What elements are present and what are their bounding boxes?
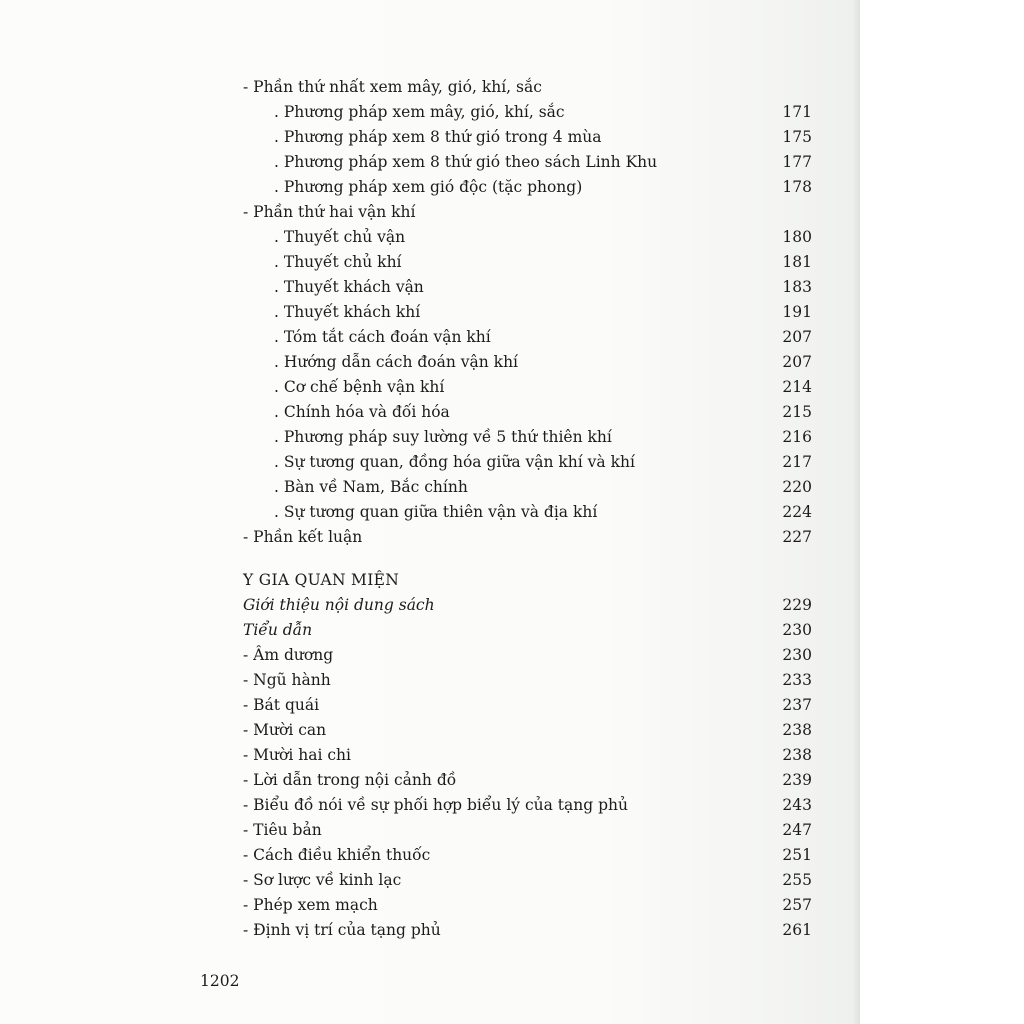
toc-row [0,300,860,325]
toc-entry-text: . Chính hóa và đối hóa [274,403,450,421]
toc-entry-text: . Phương pháp xem 8 thứ gió theo sách Linh Khu [274,153,658,171]
toc-page-number: 238 [782,746,812,764]
toc-entry-text: - Phần kết luận [243,528,363,546]
toc-row [0,225,860,250]
toc-row [0,618,860,643]
toc-page-number: 229 [782,596,812,614]
toc-entry-text: - Âm dương [243,646,334,664]
toc-page-number: 255 [782,871,812,889]
toc-entry-text: . Phương pháp xem mây, gió, khí, sắc [274,103,565,121]
page-number: 1202 [200,972,240,990]
toc-row [0,375,860,400]
toc-page-number: 230 [782,646,812,664]
toc-row [0,350,860,375]
toc-row [0,593,860,618]
toc-entry-text: - Phần thứ nhất xem mây, gió, khí, sắc [243,78,542,96]
toc-page-number: 247 [782,821,812,839]
toc-row [0,525,860,550]
toc-row [0,868,860,893]
toc-entry-text: . Phương pháp xem gió độc (tặc phong) [274,178,583,196]
toc-row [0,843,860,868]
toc-entry-text: . Thuyết khách khí [274,303,421,321]
toc-entry-text: . Hướng dẫn cách đoán vận khí [274,353,519,371]
toc-row [0,500,860,525]
toc-entry-text: - Cách điều khiển thuốc [243,846,431,864]
toc-page-number: 217 [782,453,812,471]
toc-page-number: 230 [782,621,812,639]
toc-entry-text: . Sự tương quan, đồng hóa giữa vận khí và khí [274,453,635,471]
toc-row [0,643,860,668]
toc-row [0,918,860,943]
toc-entry-text: . Phương pháp suy lường về 5 thứ thiên khí [274,428,612,446]
toc-row [0,793,860,818]
toc-entry-text: . Tóm tắt cách đoán vận khí [274,328,491,346]
toc-entry-text: . Sự tương quan giữa thiên vận và địa khí [274,503,598,521]
toc-row [0,450,860,475]
toc-page-number: 180 [782,228,812,246]
toc-page-number: 215 [782,403,812,421]
toc-entry-text: . Cơ chế bệnh vận khí [274,378,445,396]
toc-page-number: 224 [782,503,812,521]
table-of-contents [0,75,860,943]
toc-row [0,475,860,500]
toc-row [0,275,860,300]
toc-entry-text: - Tiêu bản [243,821,322,839]
toc-page-number: 261 [782,921,812,939]
toc-entry-text: - Ngũ hành [243,671,331,689]
toc-entry-text: - Mười hai chi [243,746,351,764]
toc-page-number: 233 [782,671,812,689]
toc-page-number: 251 [782,846,812,864]
toc-page-number: 183 [782,278,812,296]
toc-row [0,768,860,793]
toc-page-number: 181 [782,253,812,271]
toc-entry-text: . Phương pháp xem 8 thứ gió trong 4 mùa [274,128,602,146]
toc-entry-text: - Phần thứ hai vận khí [243,203,416,221]
toc-row [0,425,860,450]
toc-row [0,125,860,150]
toc-page-number: 177 [782,153,812,171]
toc-entry-text: . Bàn về Nam, Bắc chính [274,478,468,496]
toc-page-number: 216 [782,428,812,446]
toc-row [0,250,860,275]
toc-page-number: 227 [782,528,812,546]
toc-page-number: 220 [782,478,812,496]
toc-row [0,175,860,200]
toc-row [0,200,860,225]
toc-row [0,400,860,425]
toc-row [0,75,860,100]
toc-row [0,325,860,350]
toc-row [0,693,860,718]
toc-entry-text: . Thuyết chủ khí [274,253,402,271]
toc-entry-text: - Định vị trí của tạng phủ [243,921,441,939]
toc-entry-text: - Lời dẫn trong nội cảnh đồ [243,771,457,789]
toc-row [0,818,860,843]
toc-page-number: 175 [782,128,812,146]
section-title: Y GIA QUAN MIỆN [243,571,400,589]
toc-page-number: 178 [782,178,812,196]
toc-page-number: 238 [782,721,812,739]
toc-page-number: 237 [782,696,812,714]
toc-row [0,668,860,693]
toc-row [0,743,860,768]
toc-entry-text: - Mười can [243,721,327,739]
toc-page-number: 191 [782,303,812,321]
toc-page-number: 257 [782,896,812,914]
toc-entry-text: . Thuyết khách vận [274,278,424,296]
toc-row [0,718,860,743]
toc-row [0,100,860,125]
toc-entry-text: - Sơ lược về kinh lạc [243,871,402,889]
toc-entry-text: - Bát quái [243,696,320,714]
toc-page-number: 171 [782,103,812,121]
toc-row [0,150,860,175]
toc-row [0,893,860,918]
toc-entry-text: Tiểu dẫn [243,621,313,639]
toc-entry-text: - Phép xem mạch [243,896,378,914]
toc-page-number: 214 [782,378,812,396]
toc-entry-text: - Biểu đồ nói về sự phối hợp biểu lý của tạng phủ [243,796,628,814]
toc-page-number: 243 [782,796,812,814]
toc-entry-text: Giới thiệu nội dung sách [243,596,435,614]
section-heading [0,568,860,593]
toc-page-number: 207 [782,328,812,346]
toc-page-number: 207 [782,353,812,371]
toc-entry-text: . Thuyết chủ vận [274,228,406,246]
toc-page-number: 239 [782,771,812,789]
